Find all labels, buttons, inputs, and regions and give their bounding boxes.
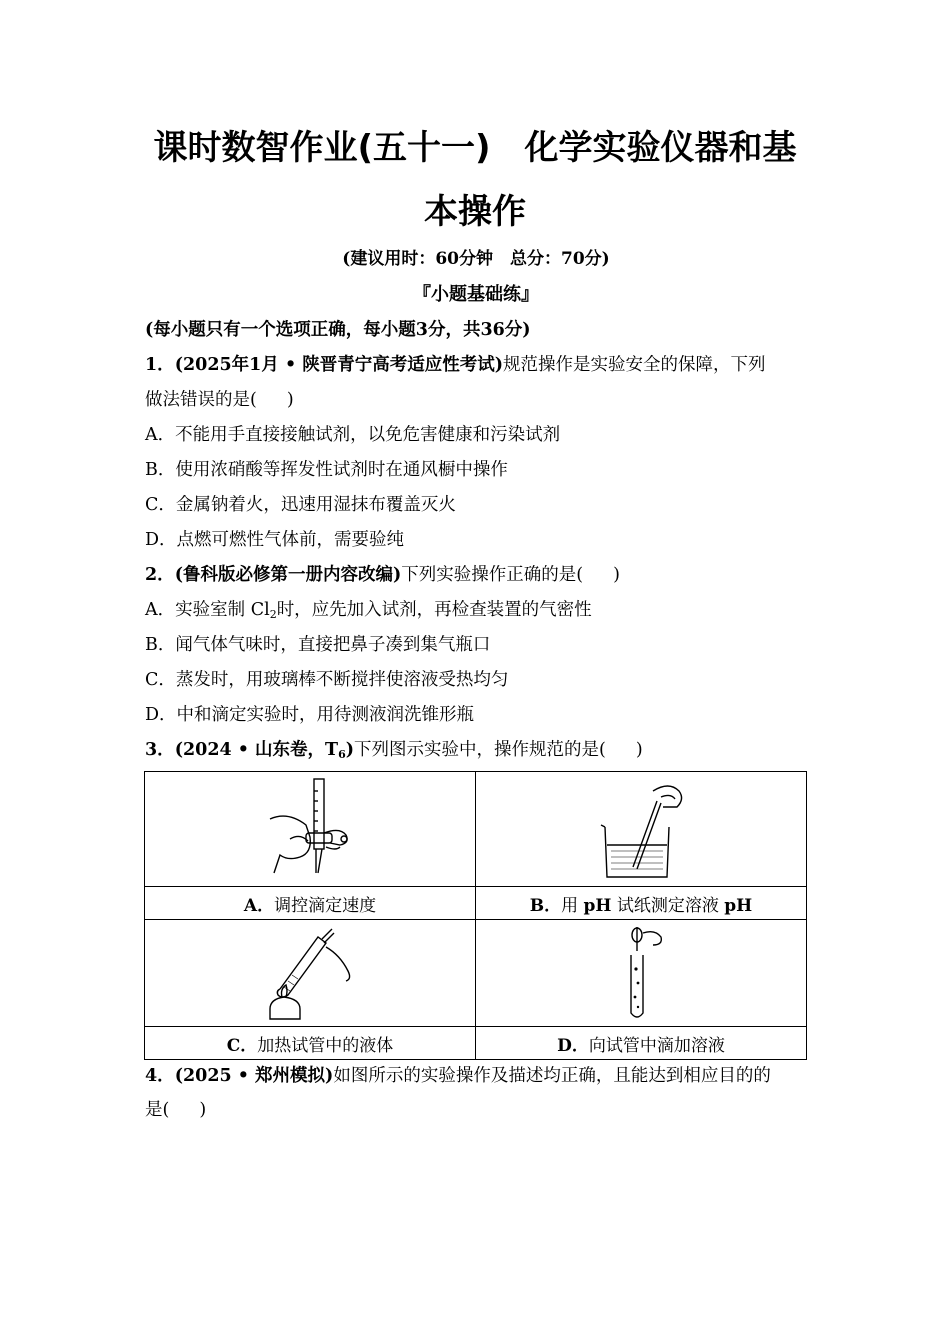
q2-option-b: B．闻气体气味时，直接把鼻子凑到集气瓶口 [145, 635, 491, 655]
q1-stem-line2: 做法错误的是( ) [145, 390, 294, 410]
page-title-line2: 本操作 [424, 192, 526, 232]
q1-stem: 1．(2025年1月 • 陕晋青宁高考适应性考试)规范操作是实验安全的保障，下列 [145, 355, 766, 375]
q1-option-b: B．使用浓硝酸等挥发性试剂时在通风橱中操作 [145, 460, 508, 480]
figure-c-heating [145, 920, 476, 1027]
q2-option-a: A．实验室制 $Cl_2$时，应先加入试剂，再检查装置的气密性 [145, 600, 592, 621]
q2-option-c: C．蒸发时，用玻璃棒不断搅拌使溶液受热均匀 [145, 670, 509, 690]
page-title-line1: 课时数智作业(五十一) 化学实验仪器和基 [153, 128, 797, 168]
section-heading: 『小题基础练』 [413, 284, 539, 305]
figure-b-ph-test [476, 772, 807, 887]
q1-option-d: D．点燃可燃性气体前，需要验纯 [145, 530, 405, 550]
dropper-test-tube-icon [591, 925, 691, 1021]
q4-stem-line2: 是( ) [145, 1100, 207, 1120]
caption-b: B．用 pH 试纸测定溶液 pH [476, 887, 807, 920]
caption-d: D．向试管中滴加溶液 [476, 1027, 807, 1060]
caption-a: A．调控滴定速度 [145, 887, 476, 920]
q3-figure-table [144, 771, 807, 1060]
time-score-note: (建议用时：60分钟 总分：70分) [342, 249, 610, 269]
caption-c: C．加热试管中的液体 [145, 1027, 476, 1060]
figure-a-titration [145, 772, 476, 887]
test-tube-heating-icon [260, 925, 360, 1021]
figure-d-dropping [476, 920, 807, 1027]
q4-stem: 4．(2025 • 郑州模拟)如图所示的实验操作及描述均正确，且能达到相应目的的 [145, 1066, 771, 1086]
q2-option-d: D．中和滴定实验时，用待测液润洗锥形瓶 [145, 705, 475, 725]
burette-hand-icon [260, 777, 360, 881]
beaker-ph-icon [591, 777, 691, 881]
instruction: (每小题只有一个选项正确，每小题3分，共36分) [145, 320, 531, 340]
q1-option-c: C．金属钠着火，迅速用湿抹布覆盖灭火 [145, 495, 456, 515]
q3-stem: 3．(2024 • 山东卷，$T_6$)下列图示实验中，操作规范的是( ) [145, 740, 643, 761]
q2-stem: 2．(鲁科版必修第一册内容改编)下列实验操作正确的是( ) [145, 565, 620, 585]
q1-option-a: A．不能用手直接接触试剂，以免危害健康和污染试剂 [145, 425, 561, 445]
